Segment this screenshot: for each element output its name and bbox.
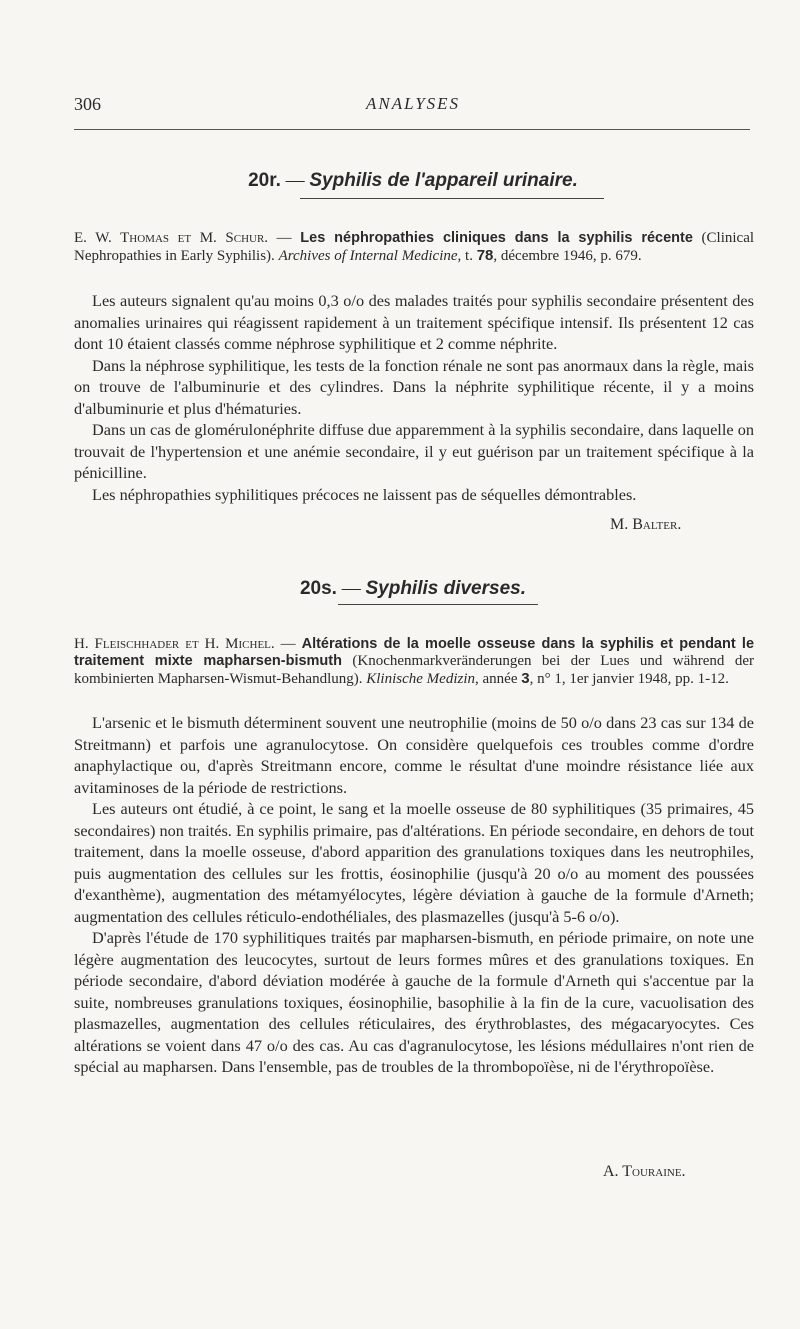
- abstract-paragraph: D'après l'étude de 170 syphilitiques traités par mapharsen-bismuth, en période primaire, on note une légère augmentation des leucocytes, surtout de leurs formes mûres et des granulations toxiques. En période secondaire, d'abord déviation modérée à gauche de la formule d'Arneth qui s'accentue par la suite, nombreuses granulations toxiques, éosinophilie, basophilie à la fin de la cure, vacuolisation des plasmazelles, augmentation des cellules réticulaires, des érythroblastes, des mégacaryocytes. Ces altérations se voient dans 47 o/o des cas. Au cas d'agranulocytose, les lésions médullaires n'ont rien de spécial au mapharsen. Dans l'ensemble, pas de troubles de la thrombopoïèse, ni de l'érythropoïèse.: [74, 928, 754, 1076]
- reference-original-title: (Knochenmarkveränderungen bei der Lues und während der kombinierten Mapharsen-Wismut-Behandlung).: [74, 653, 754, 687]
- reference-date: , décembre 1946, p. 679.: [493, 248, 642, 264]
- reference-authors: H. Fleischhader et H. Michel.: [74, 636, 275, 652]
- abstract-1: [74, 290, 754, 505]
- abstract-signature: A. Touraine.: [603, 1163, 686, 1180]
- abstract-paragraph: Dans la néphrose syphilitique, les tests de la fonction rénale ne sont pas anormaux dans la règle, mais on trouve de l'albuminurie et des cylindres. Dans la néphrite syphilitique récente, il y a moins d'albuminurie et plus d'hématuries.: [74, 355, 754, 418]
- abstract-paragraph: Les auteurs signalent qu'au moins 0,3 o/o des malades traités pour syphilis secondaire présentent des anomalies urinaires qui réagissent rapidement à un traitement spécifique intensif. Ils présentent 12 cas dont 10 étaient classés comme néphrose syphilitique et 2 comme néphrite.: [74, 291, 754, 353]
- section-number: 20s.: [299, 578, 337, 599]
- reference-year-prefix: , année: [475, 671, 518, 687]
- section-underline: [300, 198, 604, 199]
- reference-volume: 3: [521, 670, 530, 687]
- page-number: 306: [74, 94, 101, 114]
- reference-title: Altérations de la moelle osseuse dans la syphilis et pendant le traitement mixte mapharsen-bismuth: [74, 636, 755, 669]
- reference-journal: Klinische Medizin: [366, 671, 475, 687]
- reference-1: [74, 230, 754, 265]
- reference-journal: Archives of Internal Medicine: [278, 248, 458, 264]
- section-dash: —: [285, 170, 305, 191]
- running-head: [74, 94, 752, 118]
- reference-dash: —: [280, 636, 296, 652]
- reference-dash: —: [276, 230, 292, 246]
- reference-authors: E. W. Thomas et M. Schur.: [74, 230, 269, 246]
- abstract-paragraph: Les néphropathies syphilitiques précoces ne laissent pas de séquelles démontrables.: [92, 484, 637, 504]
- header-rule: [74, 129, 750, 130]
- abstract-2: [74, 712, 754, 1078]
- reference-volume: 78: [476, 247, 494, 264]
- section-heading-20s: [74, 578, 752, 600]
- section-underline: [338, 604, 538, 605]
- reference-title: Les néphropathies cliniques dans la syphilis récente: [300, 230, 693, 246]
- section-dash: —: [341, 578, 361, 599]
- reference-volume-prefix: , t.: [457, 248, 473, 264]
- running-title: ANALYSES: [365, 94, 461, 113]
- abstract-paragraph: Dans un cas de glomérulonéphrite diffuse due apparemment à la syphilis secondaire, dans laquelle on trouvait de l'hypertension et une anémie secondaire, il y eut guérison par un traitement spécifique à la pénicilline.: [74, 420, 754, 482]
- section-heading-20r: [74, 170, 752, 192]
- section-title: Syphilis de l'appareil urinaire.: [309, 170, 578, 191]
- abstract-paragraph: L'arsenic et le bismuth déterminent souvent une neutrophilie (moins de 50 o/o dans 23 cas sur 134 de Streitmann) et parfois une agranulocytose. On considère quelquefois ces troubles comme d'ordre anaphylactique ou, d'après Streitmann encore, comme le résultat d'une moindre résistance liée aux avitaminoses de la période de restrictions.: [74, 713, 754, 797]
- abstract-paragraph: Les auteurs ont étudié, à ce point, le sang et la moelle osseuse de 80 syphilitiques (35 primaires, 45 secondaires) non traités. En syphilis primaire, pas d'altérations. En période secondaire, en dehors de tout traitement, dans la moelle osseuse, d'abord apparition des granulations toxiques dans les neutrophiles, puis augmentation des cellules sur les frottis, éosinophilie (jusqu'à 20 o/o au moment des poussées d'exanthème), augmentation des métamyélocytes, légère déviation à gauche de la formule d'Arneth; augmentation des cellules réticulo-endothéliales, des plasmazelles (jusqu'à 5-6 o/o).: [74, 799, 754, 926]
- section-number: 20r.: [248, 170, 281, 191]
- reference-issue: , n° 1, 1er janvier 1948, pp. 1-12.: [529, 671, 729, 687]
- reference-original-title: (Clinical Nephropathies in Early Syphilis).: [74, 230, 755, 264]
- abstract-signature: M. Balter.: [610, 516, 682, 533]
- reference-2: [74, 636, 754, 688]
- section-title: Syphilis diverses.: [365, 578, 526, 599]
